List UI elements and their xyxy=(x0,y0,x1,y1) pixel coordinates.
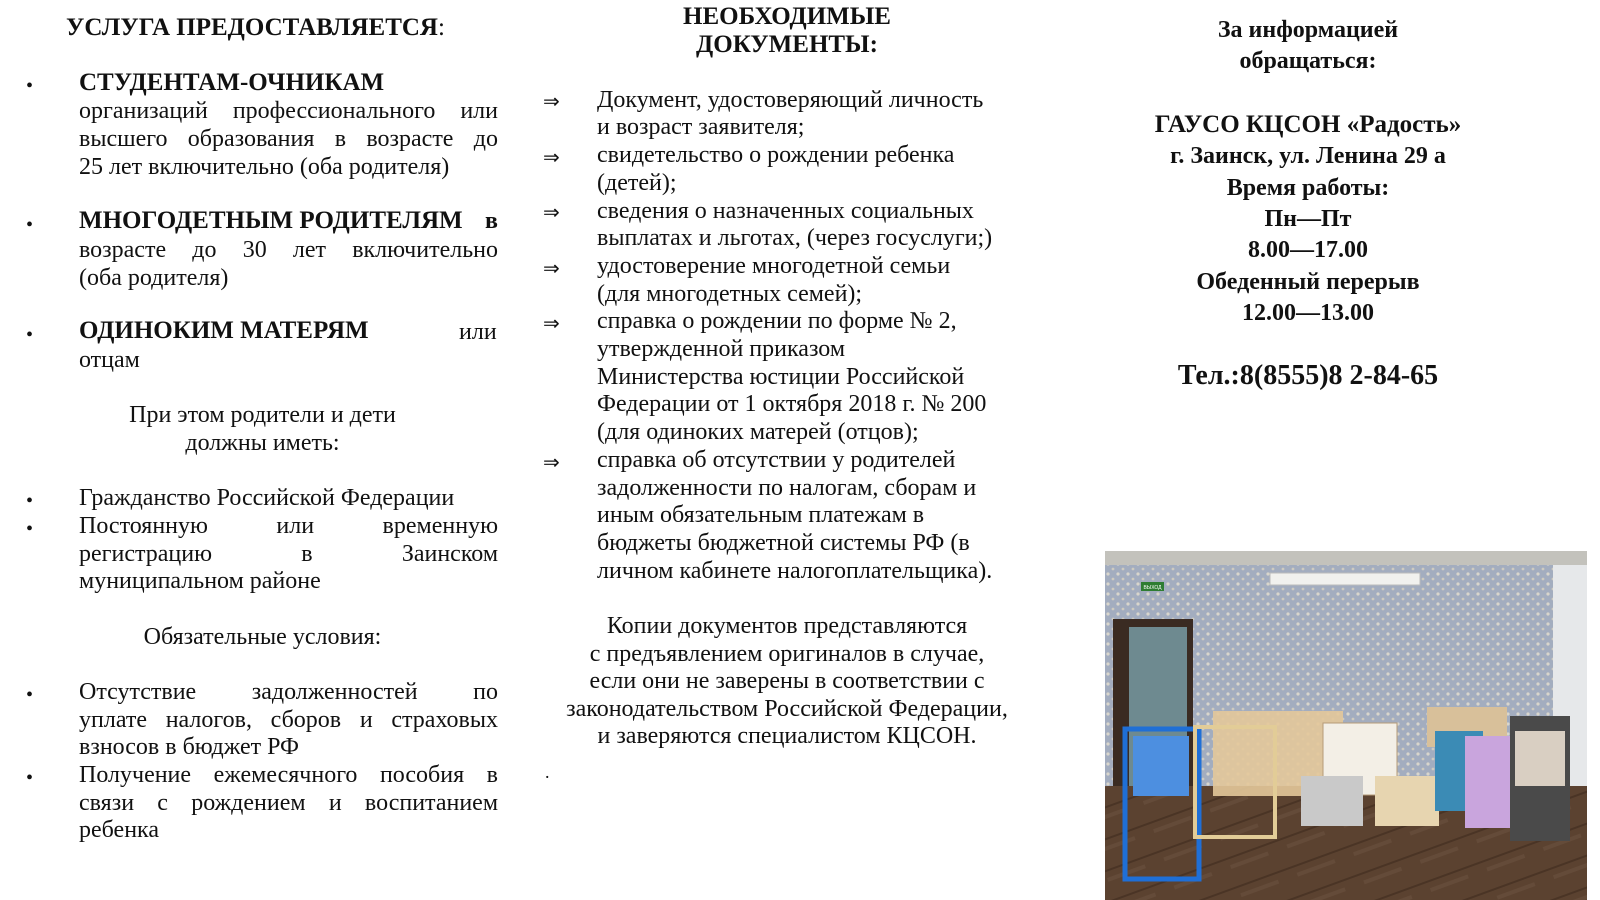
working-days: Пн—Пт xyxy=(1264,206,1352,232)
stray-dot: . xyxy=(545,762,550,782)
copies-note: законодательством Российской Федерации, xyxy=(566,696,1008,722)
lunch-break-hours: 12.00—13.00 xyxy=(1242,300,1374,326)
condition-item: Отсутствие задолженностей по xyxy=(79,679,498,705)
contact-heading: обращаться: xyxy=(1239,48,1377,74)
document-item: утвержденной приказом xyxy=(597,336,846,362)
bullet-icon: • xyxy=(26,324,34,346)
requirements-subheading: При этом родители и дети xyxy=(129,402,396,428)
audience-students-line: организаций профессионального или xyxy=(79,98,498,124)
pram-bassinet xyxy=(1515,731,1565,786)
document-item: справка об отсутствии у родителей xyxy=(597,447,956,473)
conditions-subheading: Обязательные условия: xyxy=(143,624,382,650)
requirement-item: Гражданство Российской Федерации xyxy=(79,485,455,511)
bullet-icon: • xyxy=(26,490,34,512)
stroller-purple xyxy=(1465,736,1517,828)
audience-single-parents-line: отцам xyxy=(79,347,140,373)
bullet-icon: • xyxy=(26,214,34,236)
service-heading-colon: : xyxy=(438,14,445,41)
requirement-item: регистрацию в Заинском xyxy=(79,541,498,567)
service-heading xyxy=(66,14,445,42)
condition-item: ребенка xyxy=(79,817,159,843)
document-item: личном кабинете налогоплательщика). xyxy=(597,558,993,584)
audience-large-families-line: возрасте до 30 лет включительно xyxy=(79,237,498,263)
copies-note: Копии документов представляются xyxy=(606,613,968,639)
document-item: справка о рождении по форме № 2, xyxy=(597,308,957,334)
document-item: Документ, удостоверяющий личность xyxy=(597,87,984,113)
document-item: выплатах и льготах, (через госуслуги;) xyxy=(597,225,993,251)
ceiling xyxy=(1105,551,1587,567)
condition-item: Получение ежемесячного пособия в xyxy=(79,762,498,788)
audience-large-families-tail: в xyxy=(485,208,498,234)
high-chair-seat-blue xyxy=(1133,736,1189,796)
room-photo xyxy=(1105,551,1587,900)
requirement-item: Постоянную или временную xyxy=(79,513,498,539)
room-photo-illustration xyxy=(1105,551,1587,900)
arrow-right-icon: ⇒ xyxy=(543,452,560,474)
working-hours: 8.00—17.00 xyxy=(1248,237,1368,263)
organization-name: ГАУСО КЦСОН «Радость» xyxy=(1154,111,1462,138)
document-item: свидетельство о рождении ребенка xyxy=(597,142,955,168)
working-hours-label: Время работы: xyxy=(1226,175,1390,201)
condition-item: уплате налогов, сборов и страховых xyxy=(79,707,498,733)
bullet-icon: • xyxy=(26,75,34,97)
document-item: (для многодетных семей); xyxy=(597,281,863,307)
documents-heading: НЕОБХОДИМЫЕ xyxy=(683,3,891,30)
lunch-break-label: Обеденный перерыв xyxy=(1196,269,1420,295)
service-heading-text: УСЛУГА ПРЕДОСТАВЛЯЕТСЯ xyxy=(66,14,438,41)
arrow-right-icon: ⇒ xyxy=(543,258,560,280)
audience-single-parents-tail: или xyxy=(459,319,497,345)
arrow-right-icon: ⇒ xyxy=(543,91,560,113)
document-item: задолженности по налогам, сборам и xyxy=(597,475,977,501)
document-item: и возраст заявителя; xyxy=(597,114,805,140)
document-item: бюджеты бюджетной системы РФ (в xyxy=(597,530,970,556)
arrow-right-icon: ⇒ xyxy=(543,202,560,224)
document-item: Министерства юстиции Российской xyxy=(597,364,965,390)
walker-grey xyxy=(1301,776,1363,826)
phone-number: Тел.:8(8555)8 2-84-65 xyxy=(1177,360,1439,391)
bullet-icon: • xyxy=(26,518,34,540)
audience-students-line: 25 лет включительно (оба родителя) xyxy=(79,154,450,180)
walker-beige xyxy=(1375,776,1439,826)
arrow-right-icon: ⇒ xyxy=(543,147,560,169)
document-item: удостоверение многодетной семьи xyxy=(597,253,951,279)
copies-note: и заверяются специалистом КЦСОН. xyxy=(597,723,977,749)
requirements-subheading: должны иметь: xyxy=(185,430,340,456)
audience-single-parents-title: ОДИНОКИМ МАТЕРЯМ xyxy=(79,317,369,344)
exit-sign-text: ВЫХОД xyxy=(1143,585,1162,591)
audience-large-families-line: (оба родителя) xyxy=(79,265,229,291)
bullet-icon: • xyxy=(26,684,34,706)
organization-address: г. Заинск, ул. Ленина 29 а xyxy=(1170,143,1446,169)
contact-heading: За информацией xyxy=(1217,17,1399,43)
bullet-icon: • xyxy=(26,767,34,789)
documents-heading: ДОКУМЕНТЫ: xyxy=(696,31,878,58)
document-item: сведения о назначенных социальных xyxy=(597,198,974,224)
document-item: Федерации от 1 октября 2018 г. № 200 xyxy=(597,391,987,417)
condition-item: связи с рождением и воспитанием xyxy=(79,790,498,816)
audience-large-families-title: МНОГОДЕТНЫМ РОДИТЕЛЯМ xyxy=(79,207,463,234)
audience-students-line: высшего образования в возрасте до xyxy=(79,126,498,152)
document-item: (для одиноких матерей (отцов); xyxy=(597,419,919,445)
document-item: (детей); xyxy=(597,170,677,196)
copies-note: если они не заверены в соответствии с xyxy=(589,668,985,694)
arrow-right-icon: ⇒ xyxy=(543,313,560,335)
copies-note: с предъявлением оригиналов в случае, xyxy=(589,641,985,667)
projector-screen xyxy=(1270,573,1420,585)
requirement-item: муниципальном районе xyxy=(79,568,321,594)
document-item: иным обязательным платежам в xyxy=(597,502,925,528)
audience-students-title: СТУДЕНТАМ-ОЧНИКАМ xyxy=(79,69,385,96)
condition-item: взносов в бюджет РФ xyxy=(79,734,300,760)
